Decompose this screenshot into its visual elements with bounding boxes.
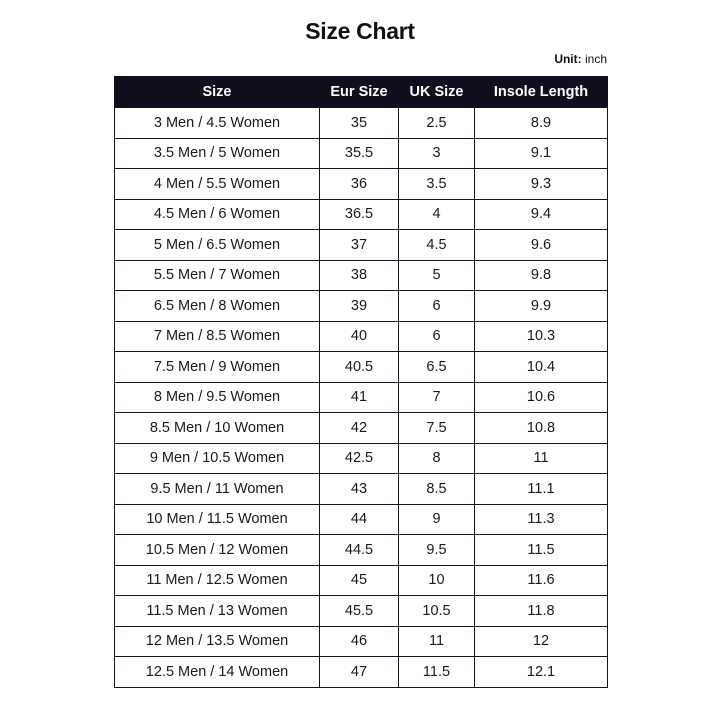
cell-uk-size: 6 bbox=[399, 321, 475, 352]
cell-uk-size: 11 bbox=[399, 626, 475, 657]
table-row bbox=[115, 138, 608, 169]
cell-size: 11 Men / 12.5 Women bbox=[115, 565, 320, 596]
table-row bbox=[115, 321, 608, 352]
cell-size: 10.5 Men / 12 Women bbox=[115, 535, 320, 566]
header-uk-size: UK Size bbox=[399, 77, 475, 108]
cell-insole-length: 9.3 bbox=[475, 169, 608, 200]
table-row bbox=[115, 657, 608, 688]
cell-insole-length: 12.1 bbox=[475, 657, 608, 688]
cell-uk-size: 4 bbox=[399, 199, 475, 230]
cell-uk-size: 5 bbox=[399, 260, 475, 291]
cell-insole-length: 10.4 bbox=[475, 352, 608, 383]
cell-uk-size: 7.5 bbox=[399, 413, 475, 444]
unit-label: Unit: bbox=[554, 52, 582, 66]
cell-size: 5.5 Men / 7 Women bbox=[115, 260, 320, 291]
cell-uk-size: 3.5 bbox=[399, 169, 475, 200]
cell-size: 7.5 Men / 9 Women bbox=[115, 352, 320, 383]
cell-uk-size: 9 bbox=[399, 504, 475, 535]
cell-size: 12 Men / 13.5 Women bbox=[115, 626, 320, 657]
cell-insole-length: 11.3 bbox=[475, 504, 608, 535]
cell-uk-size: 10 bbox=[399, 565, 475, 596]
header-size: Size bbox=[115, 77, 320, 108]
cell-size: 9.5 Men / 11 Women bbox=[115, 474, 320, 505]
cell-uk-size: 8 bbox=[399, 443, 475, 474]
header-eur-size: Eur Size bbox=[320, 77, 399, 108]
cell-insole-length: 11.6 bbox=[475, 565, 608, 596]
cell-insole-length: 12 bbox=[475, 626, 608, 657]
cell-size: 9 Men / 10.5 Women bbox=[115, 443, 320, 474]
cell-size: 4.5 Men / 6 Women bbox=[115, 199, 320, 230]
table-row bbox=[115, 108, 608, 139]
cell-insole-length: 9.6 bbox=[475, 230, 608, 261]
cell-insole-length: 11.8 bbox=[475, 596, 608, 627]
cell-eur-size: 44.5 bbox=[320, 535, 399, 566]
cell-size: 8.5 Men / 10 Women bbox=[115, 413, 320, 444]
table-row bbox=[115, 474, 608, 505]
header-row bbox=[115, 77, 608, 108]
cell-size: 11.5 Men / 13 Women bbox=[115, 596, 320, 627]
cell-eur-size: 40 bbox=[320, 321, 399, 352]
cell-uk-size: 9.5 bbox=[399, 535, 475, 566]
cell-eur-size: 45.5 bbox=[320, 596, 399, 627]
cell-eur-size: 47 bbox=[320, 657, 399, 688]
cell-insole-length: 8.9 bbox=[475, 108, 608, 139]
cell-uk-size: 2.5 bbox=[399, 108, 475, 139]
cell-eur-size: 39 bbox=[320, 291, 399, 322]
cell-eur-size: 35.5 bbox=[320, 138, 399, 169]
table-row bbox=[115, 230, 608, 261]
cell-eur-size: 36.5 bbox=[320, 199, 399, 230]
cell-uk-size: 4.5 bbox=[399, 230, 475, 261]
cell-size: 10 Men / 11.5 Women bbox=[115, 504, 320, 535]
cell-eur-size: 45 bbox=[320, 565, 399, 596]
cell-uk-size: 8.5 bbox=[399, 474, 475, 505]
page-title: Size Chart bbox=[305, 18, 415, 44]
cell-uk-size: 3 bbox=[399, 138, 475, 169]
cell-insole-length: 10.6 bbox=[475, 382, 608, 413]
cell-size: 6.5 Men / 8 Women bbox=[115, 291, 320, 322]
unit-value: inch bbox=[584, 52, 607, 66]
cell-eur-size: 46 bbox=[320, 626, 399, 657]
table-row bbox=[115, 169, 608, 200]
table-row bbox=[115, 626, 608, 657]
cell-size: 4 Men / 5.5 Women bbox=[115, 169, 320, 200]
cell-size: 8 Men / 9.5 Women bbox=[115, 382, 320, 413]
cell-insole-length: 9.1 bbox=[475, 138, 608, 169]
cell-insole-length: 11 bbox=[475, 443, 608, 474]
cell-eur-size: 40.5 bbox=[320, 352, 399, 383]
table-row bbox=[115, 352, 608, 383]
cell-uk-size: 11.5 bbox=[399, 657, 475, 688]
cell-eur-size: 38 bbox=[320, 260, 399, 291]
cell-eur-size: 36 bbox=[320, 169, 399, 200]
table-row bbox=[115, 199, 608, 230]
table-row bbox=[115, 382, 608, 413]
table-header bbox=[115, 77, 608, 108]
cell-uk-size: 10.5 bbox=[399, 596, 475, 627]
cell-insole-length: 11.5 bbox=[475, 535, 608, 566]
cell-insole-length: 10.8 bbox=[475, 413, 608, 444]
table-row bbox=[115, 413, 608, 444]
cell-insole-length: 9.8 bbox=[475, 260, 608, 291]
table-row bbox=[115, 260, 608, 291]
header-insole-length: Insole Length bbox=[475, 77, 608, 108]
table-row bbox=[115, 535, 608, 566]
unit-note bbox=[554, 52, 607, 66]
cell-eur-size: 44 bbox=[320, 504, 399, 535]
cell-eur-size: 42.5 bbox=[320, 443, 399, 474]
cell-insole-length: 10.3 bbox=[475, 321, 608, 352]
cell-eur-size: 41 bbox=[320, 382, 399, 413]
cell-uk-size: 6 bbox=[399, 291, 475, 322]
cell-eur-size: 37 bbox=[320, 230, 399, 261]
cell-uk-size: 6.5 bbox=[399, 352, 475, 383]
cell-size: 5 Men / 6.5 Women bbox=[115, 230, 320, 261]
cell-size: 3.5 Men / 5 Women bbox=[115, 138, 320, 169]
table-row bbox=[115, 443, 608, 474]
cell-insole-length: 9.9 bbox=[475, 291, 608, 322]
size-chart-table bbox=[114, 76, 608, 688]
table-row bbox=[115, 504, 608, 535]
cell-insole-length: 11.1 bbox=[475, 474, 608, 505]
cell-size: 3 Men / 4.5 Women bbox=[115, 108, 320, 139]
table-row bbox=[115, 565, 608, 596]
cell-eur-size: 35 bbox=[320, 108, 399, 139]
cell-eur-size: 42 bbox=[320, 413, 399, 444]
cell-uk-size: 7 bbox=[399, 382, 475, 413]
cell-eur-size: 43 bbox=[320, 474, 399, 505]
table-row bbox=[115, 596, 608, 627]
table-row bbox=[115, 291, 608, 322]
cell-insole-length: 9.4 bbox=[475, 199, 608, 230]
cell-size: 7 Men / 8.5 Women bbox=[115, 321, 320, 352]
table-body bbox=[115, 108, 608, 688]
cell-size: 12.5 Men / 14 Women bbox=[115, 657, 320, 688]
